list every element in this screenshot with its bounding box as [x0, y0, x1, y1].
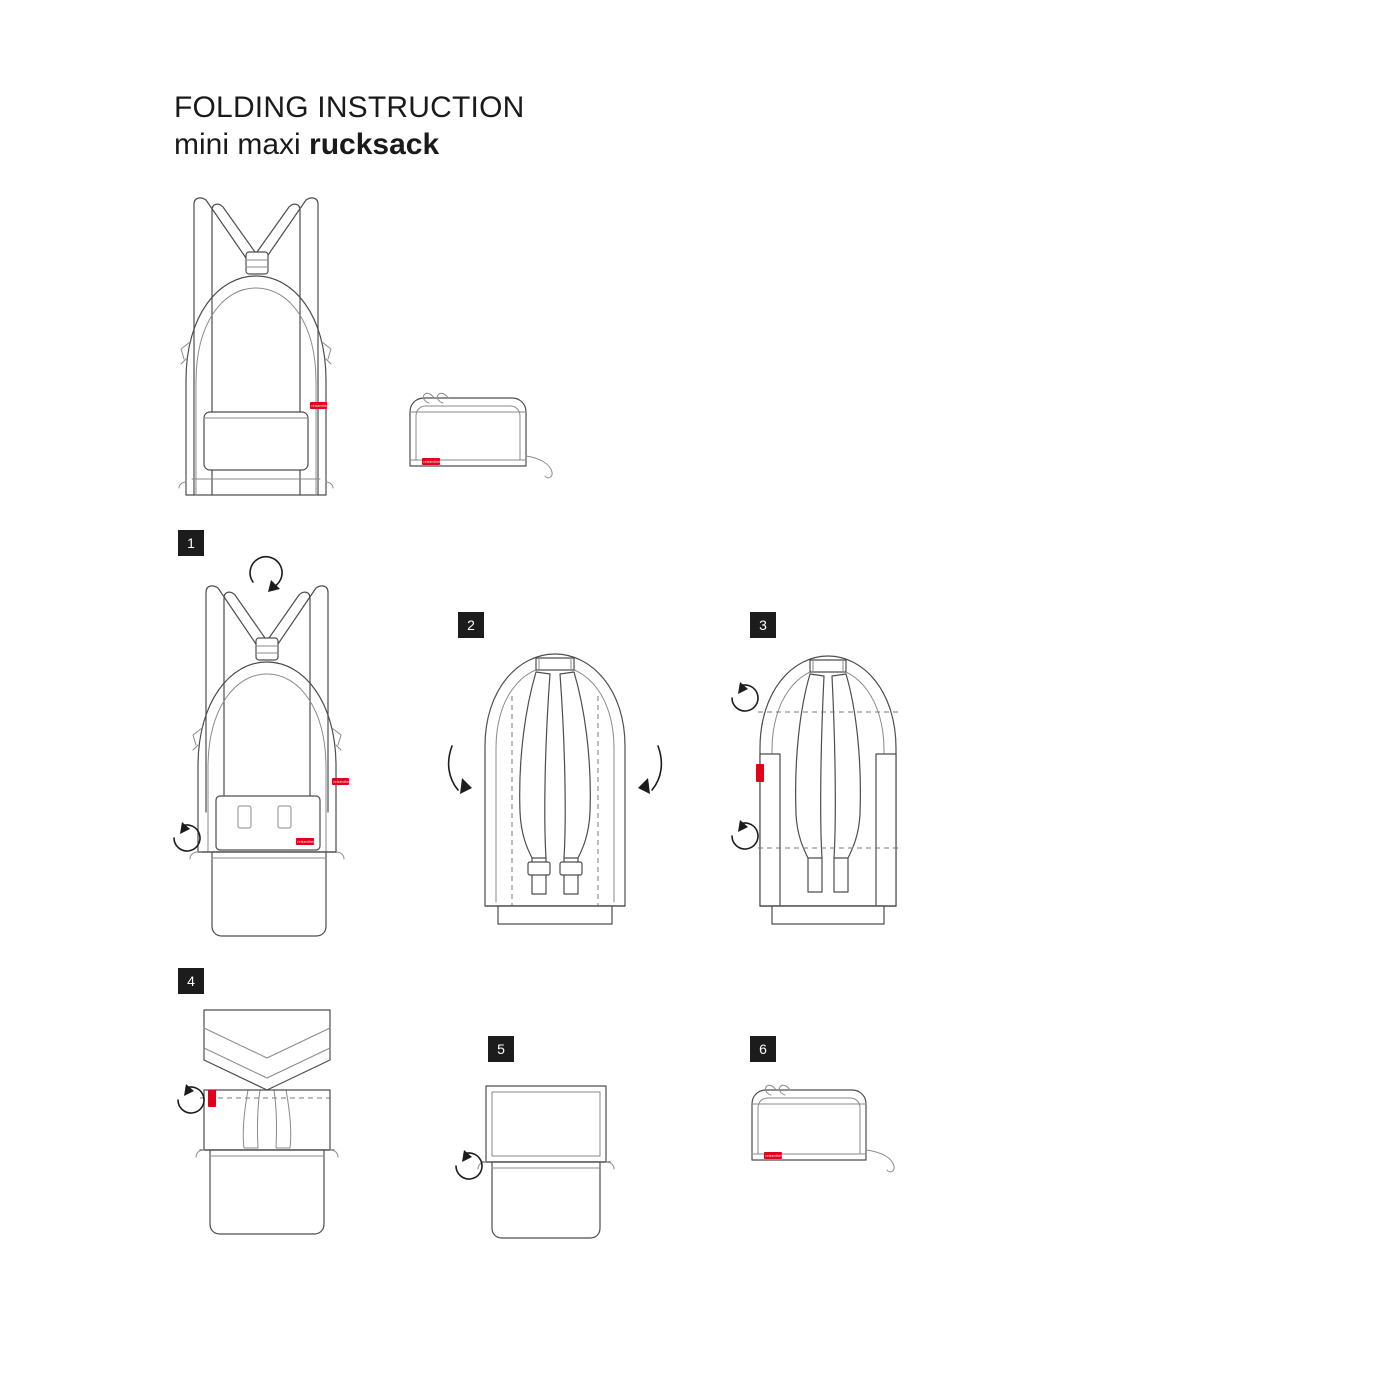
figure-overview-backpack	[160, 190, 360, 500]
svg-text:reisenthel: reisenthel	[765, 1154, 782, 1158]
brand-tag	[756, 764, 764, 782]
svg-text:reisenthel: reisenthel	[423, 460, 440, 464]
figure-step-6	[740, 1070, 940, 1200]
fold-arrow-left-2	[449, 746, 472, 794]
title-line-1: FOLDING INSTRUCTION	[174, 91, 525, 124]
svg-text:reisenthel: reisenthel	[333, 780, 350, 784]
brand-tag-strap	[332, 778, 350, 785]
fold-arrow-right-2	[638, 746, 661, 794]
step-badge-2: 2	[458, 612, 484, 638]
step-badge-1: 1	[178, 530, 204, 556]
step-badge-3: 3	[750, 612, 776, 638]
figure-overview-folded	[400, 388, 580, 498]
rotate-arrow-left-1	[174, 822, 200, 851]
step-badge-6: 6	[750, 1036, 776, 1062]
figure-step-4	[160, 998, 380, 1248]
svg-text:reisenthel: reisenthel	[311, 404, 328, 408]
brand-tag	[296, 838, 314, 845]
brand-tag	[310, 402, 328, 409]
title-product-normal: mini maxi	[174, 128, 310, 161]
step-badge-4: 4	[178, 968, 204, 994]
title-line-2	[174, 126, 524, 164]
fold-arrow-top-3	[732, 682, 758, 711]
figure-step-5	[440, 1070, 640, 1250]
figure-step-3	[718, 636, 948, 936]
title-product-bold: rucksack	[309, 128, 440, 161]
brand-tag	[764, 1152, 782, 1159]
fold-arrow-bottom-3	[732, 820, 758, 849]
figure-step-2	[440, 636, 670, 936]
page-title	[174, 90, 524, 164]
step-badge-5: 5	[488, 1036, 514, 1062]
svg-text:reisenthel: reisenthel	[297, 840, 314, 844]
brand-tag	[422, 458, 440, 465]
fold-arrow-left-5	[456, 1150, 482, 1179]
rotate-arrow-top	[250, 557, 282, 592]
brand-tag	[208, 1090, 216, 1107]
figure-step-1	[150, 552, 380, 952]
